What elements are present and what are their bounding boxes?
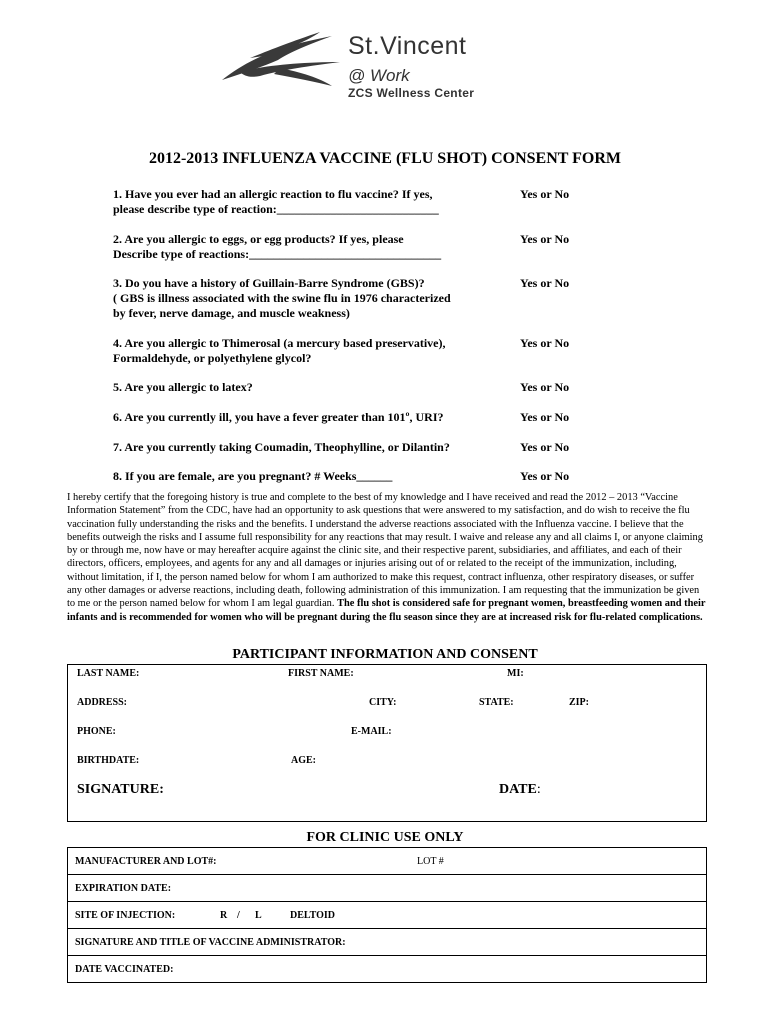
signature-field[interactable]: SIGNATURE: — [77, 782, 164, 797]
logo-name: St.Vincent — [348, 32, 467, 60]
zip-field[interactable]: ZIP: — [569, 697, 589, 708]
deltoid-label: DELTOID — [290, 910, 336, 921]
answer-4[interactable]: Yes or No — [520, 336, 570, 350]
lot-field[interactable]: LOT # — [417, 856, 444, 867]
manufacturer-field[interactable]: MANUFACTURER AND LOT#: — [75, 856, 217, 867]
answer-5[interactable]: Yes or No — [520, 380, 570, 394]
answer-7[interactable]: Yes or No — [520, 440, 570, 454]
slash-separator: / — [237, 910, 240, 921]
question-1: 1. Have you ever had an allergic reaction to flu vaccine? If yes, please describe type of reaction:___________________________ — [113, 187, 439, 216]
question-4: 4. Are you allergic to Thimerosal (a mercury based preservative), Formaldehyde, or polyethylene glycol? — [113, 336, 446, 365]
left-option[interactable]: L — [255, 910, 262, 921]
question-6: 6. Are you currently ill, you have a fever greater than 101º, URI? — [113, 410, 444, 424]
answer-6[interactable]: Yes or No — [520, 410, 570, 424]
answer-3[interactable]: Yes or No — [520, 276, 570, 290]
participant-box — [67, 664, 707, 822]
form-title: 2012-2013 INFLUENZA VACCINE (FLU SHOT) CONSENT FORM — [148, 150, 622, 167]
last-name-field[interactable]: LAST NAME: — [77, 668, 140, 679]
phone-field[interactable]: PHONE: — [77, 726, 116, 737]
clinic-box — [67, 847, 707, 983]
birds-icon — [220, 28, 345, 88]
address-field[interactable]: ADDRESS: — [77, 697, 128, 708]
clinic-row-manufacturer — [68, 848, 706, 875]
logo-work: @ Work — [348, 66, 410, 85]
certification-text: I hereby certify that the foregoing history is true and complete to the best of my knowledge and I have received and read the 2012 – 2013 “Vaccine Information Statement” from the CDC, have had an opportunity to ask questions that were answered to my satisfaction, and do wish to receive the flu vaccination fully understanding the risks and the benefits. I understand the adverse reactions associated with the Influenza vaccine. I believe that the benefits outweigh the risks and I assume full responsibility for any reactions that may result. I waive and release any and all claims I, or anyone claiming by or through me, now have or may hereafter acquire against the clinic site, and their respective parent, subsidiaries, and affiliates, and each of their directors, officers, employees, and agents for any and all damages or injuries arising out of or related to the receipt of the immunization, including, without limitation, if I, the person named below for whom I am authorized to make this request, contract influenza, other respiratory diseases, or suffer any other damages or adverse reactions, including death, following administration of this immunization. I am requesting that the immunization be given to me or the person named below for whom I am legal guardian. The flu shot is considered safe for pregnant women, breastfeeding women and their infants and is recommended for women who will be pregnant during the flu season since they are at increased risk for flu-related complications. — [67, 492, 706, 623]
clinic-row-site — [68, 902, 706, 929]
clinic-row-administrator — [68, 929, 706, 956]
first-name-field[interactable]: FIRST NAME: — [288, 668, 354, 679]
participant-title: PARTICIPANT INFORMATION AND CONSENT — [232, 647, 538, 662]
logo — [220, 28, 520, 108]
question-3: 3. Do you have a history of Guillain-Barre Syndrome (GBS)? ( GBS is illness associated with the swine flu in 1976 characterized by fever, nerve damage, and muscle weakness) — [113, 276, 451, 320]
question-8: 8. If you are female, are you pregnant? # Weeks______ — [113, 469, 393, 483]
mi-field[interactable]: MI: — [507, 668, 524, 679]
administrator-field[interactable]: SIGNATURE AND TITLE OF VACCINE ADMINISTRATOR: — [75, 937, 346, 948]
pregnancy-notice: The flu shot is considered safe for pregnant women, breastfeeding women and their infants and is recommended for women who will be pregnant during the flu season since they are at increased risk for flu-related complications. — [67, 598, 706, 623]
date-vaccinated-field[interactable]: DATE VACCINATED: — [75, 964, 174, 975]
answer-1[interactable]: Yes or No — [520, 187, 570, 201]
age-field[interactable]: AGE: — [291, 755, 316, 766]
city-field[interactable]: CITY: — [369, 697, 397, 708]
expiration-field[interactable]: EXPIRATION DATE: — [75, 883, 172, 894]
question-2: 2. Are you allergic to eggs, or egg products? If yes, please Describe type of reactions:________________________________ — [113, 232, 442, 261]
email-field[interactable]: E-MAIL: — [351, 726, 392, 737]
question-5: 5. Are you allergic to latex? — [113, 380, 253, 394]
logo-center: ZCS Wellness Center — [348, 86, 475, 100]
question-7: 7. Are you currently taking Coumadin, Theophylline, or Dilantin? — [113, 440, 450, 454]
site-field[interactable]: SITE OF INJECTION: — [75, 910, 176, 921]
right-option[interactable]: R — [220, 910, 228, 921]
clinic-row-date — [68, 956, 706, 983]
clinic-row-expiration — [68, 875, 706, 902]
date-field[interactable]: DATE: — [499, 782, 541, 797]
clinic-title: FOR CLINIC USE ONLY — [306, 830, 464, 845]
state-field[interactable]: STATE: — [479, 697, 514, 708]
answer-2[interactable]: Yes or No — [520, 232, 570, 246]
birthdate-field[interactable]: BIRTHDATE: — [77, 755, 140, 766]
answer-8[interactable]: Yes or No — [520, 469, 570, 483]
